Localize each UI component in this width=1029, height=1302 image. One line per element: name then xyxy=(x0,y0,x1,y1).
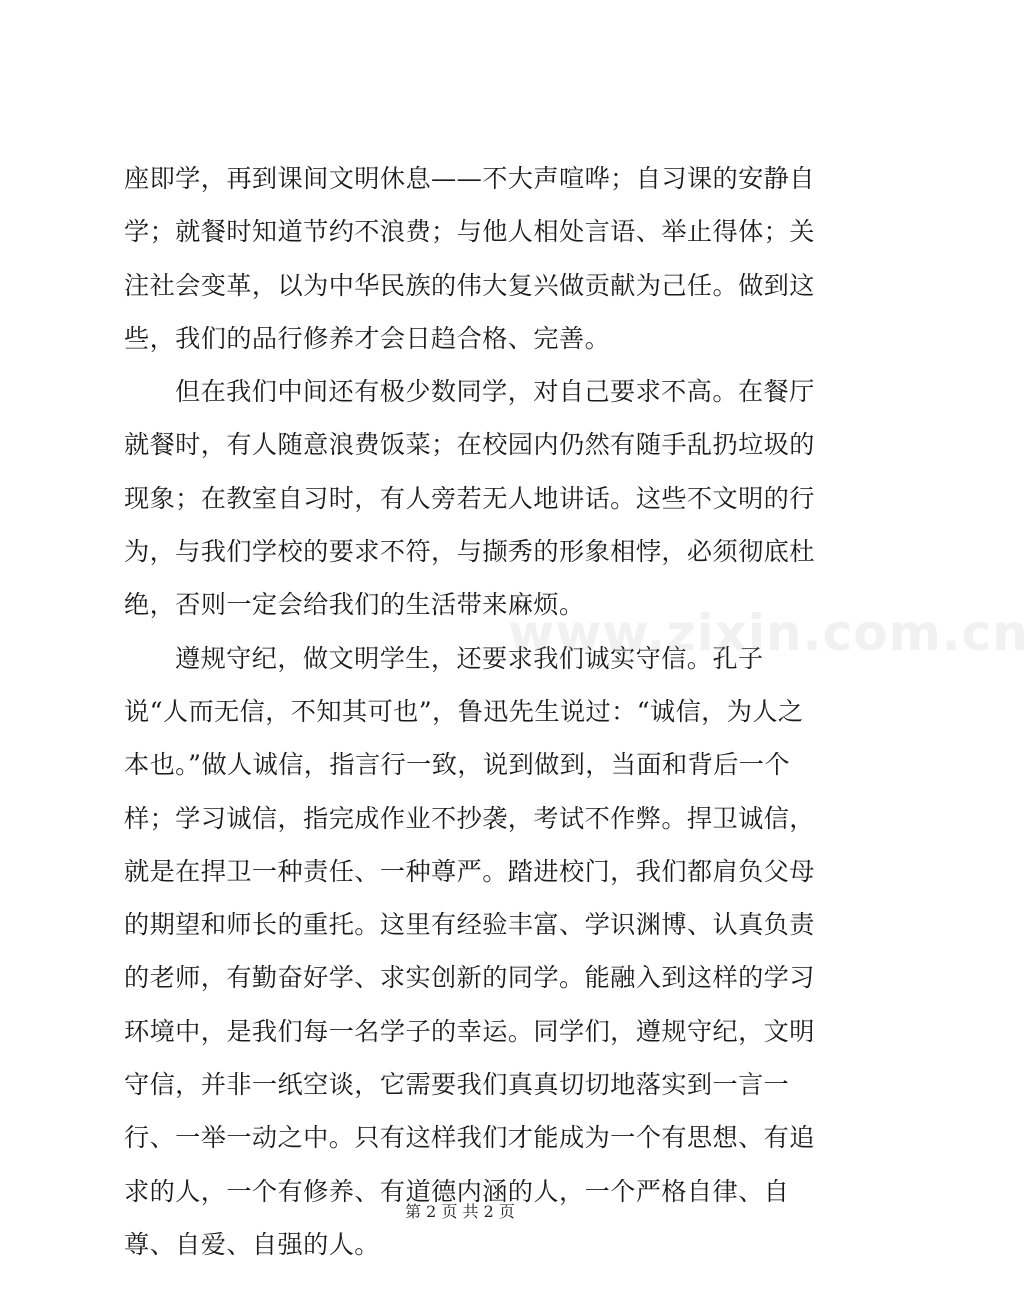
paragraph-1: 座即学，再到课间文明休息——不大声喧哗；自习课的安静自学；就餐时知道节约不浪费；与他人相处言语、举止得体；关注社会变革，以为中华民族的伟大复兴做贡献为己任。做到这些，我们的品行修养才会日趋合格、完善。 xyxy=(124,164,815,353)
body-text xyxy=(124,152,824,1271)
paragraph-2: 但在我们中间还有极少数同学，对自己要求不高。在餐厅就餐时，有人随意浪费饭菜；在校园内仍然有随手乱扔垃圾的现象；在教室自习时，有人旁若无人地讲话。这些不文明的行为，与我们学校的要求不符，与撷秀的形象相悖，必须彻底杜绝，否则一定会给我们的生活带来麻烦。 xyxy=(124,377,815,620)
page-footer: 第 2 页 共 2 页 xyxy=(405,1202,515,1221)
paragraph-3: 遵规守纪，做文明学生，还要求我们诚实守信。孔子说“人而无信，不知其可也”，鲁迅先生说过：“诚信，为人之本也。”做人诚信，指言行一致，说到做到，当面和背后一个样；学习诚信，指完成作业不抄袭，考试不作弊。捍卫诚信，就是在捍卫一种责任、一种尊严。踏进校门，我们都肩负父母的期望和师长的重托。这里有经验丰富、学识渊博、认真负责的老师，有勤奋好学、求实创新的同学。能融入到这样的学习环境中，是我们每一名学子的幸运。同学们，遵规守纪，文明守信，并非一纸空谈，它需要我们真真切切地落实到一言一行、一举一动之中。只有这样我们才能成为一个有思想、有追求的人，一个有修养、有道德内涵的人，一个严格自律、自尊、自爱、自强的人。 xyxy=(124,643,815,1259)
watermark: www.zixin.com.cn xyxy=(508,604,1029,662)
